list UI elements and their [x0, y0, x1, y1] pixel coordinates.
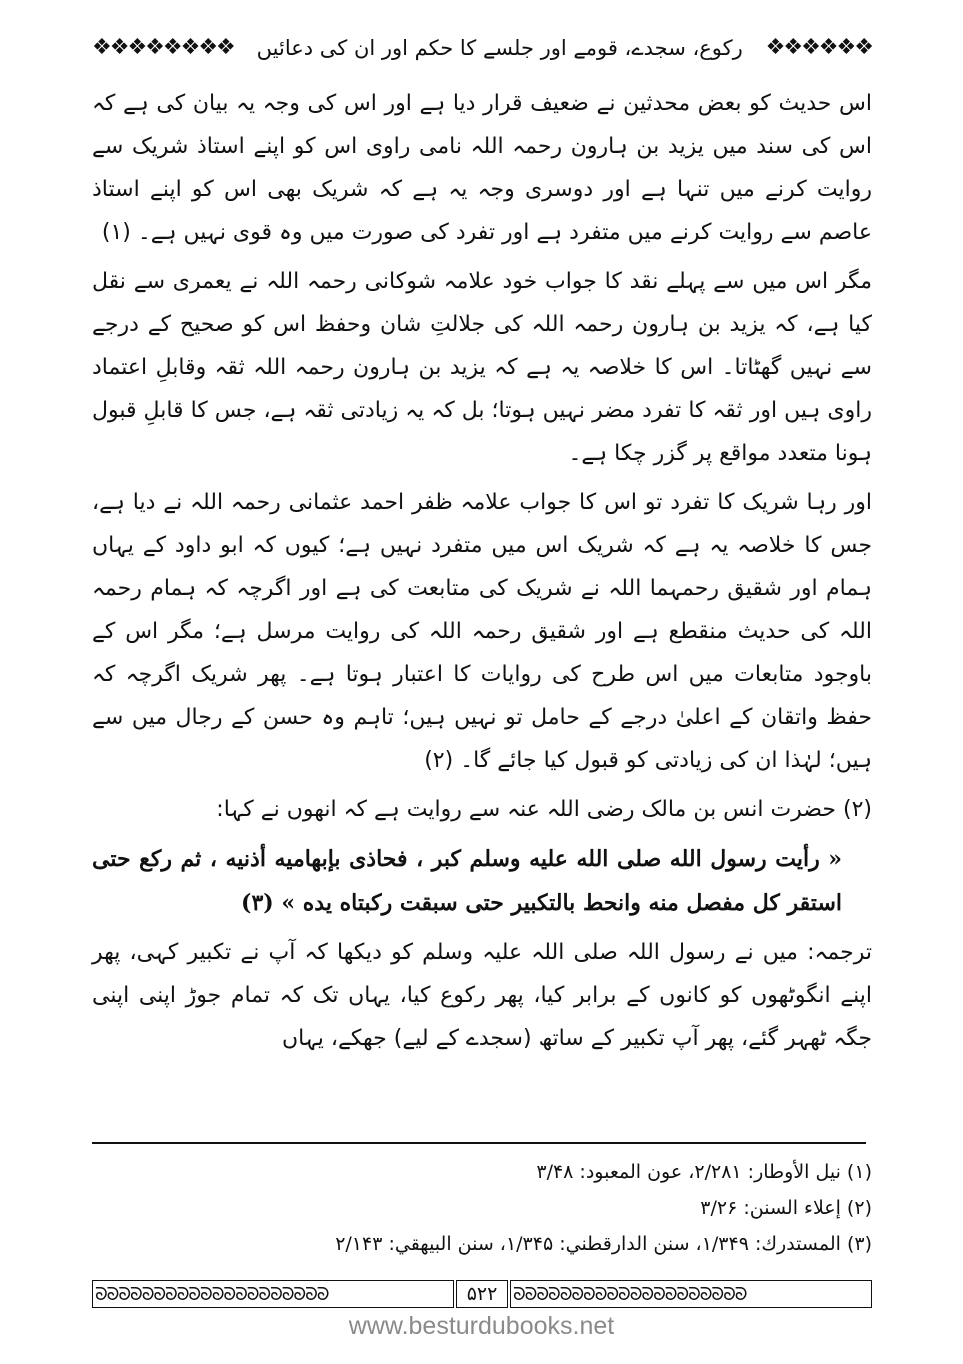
- footer-border-left: [92, 1280, 454, 1308]
- paragraph-2: مگر اس میں سے پہلے نقد کا جواب خود علامہ شوکانی رحمہ اللہ نے یعمری سے نقل کیا ہے، کہ یزید بن ہارون رحمہ اللہ کی جلالتِ شان وحفظ اس کو صحیح کے درجے سے نہیں گھٹاتا۔ اس کا خلاصہ یہ ہے کہ یزید بن ہارون رحمہ اللہ ثقہ وقابلِ اعتماد راوی ہیں اور ثقہ کا تفرد مضر نہیں ہوتا؛ بل کہ یہ زیادتی ثقہ ہے، جس کا قابلِ قبول ہونا متعدد مواقع پر گزر چکا ہے۔: [92, 269, 872, 466]
- page-number: ۵۲۲: [456, 1280, 508, 1308]
- website-watermark: www.besturdubooks.net: [348, 1312, 615, 1340]
- footnotes: [92, 1154, 872, 1262]
- running-header: [92, 28, 872, 68]
- header-title: رکوع، سجدے، قومے اور جلسے کا حکم اور ان کی دعائیں: [256, 36, 743, 60]
- paragraph-1: اس حدیث کو بعض محدثین نے ضعیف قرار دیا ہے اور اس کی وجہ یہ بیان کی ہے کہ اس کی سند میں یزید بن ہارون رحمہ اللہ نامی راوی اس کو اپنے استاذ شریک سے روایت کرنے میں تنہا ہے اور دوسری وجہ یہ ہے کہ شریک بھی اس کو اپنے استاذ عاصم سے روایت کرنے میں متفرد ہے اور تفرد کی صورت میں وہ قوی نہیں ہے۔ (۱): [92, 91, 872, 245]
- header-ornament-left: ❖❖❖❖❖❖❖❖: [92, 35, 234, 60]
- main-text: [92, 82, 872, 1060]
- paragraph-3: اور رہا شریک کا تفرد تو اس کا جواب علامہ ظفر احمد عثمانی رحمہ اللہ نے دیا ہے، جس کا خلاصہ یہ ہے کہ شریک اس میں متفرد نہیں ہے؛ کیوں کہ ابو داود کے یہاں ہمام اور شقیق رحمہما اللہ نے شریک کی متابعت کی ہے اور اگرچہ کہ ہمام رحمہ اللہ کی حدیث منقطع ہے اور شقیق رحمہ اللہ کی روایت مرسل ہے؛ مگر اس کے باوجود متابعات میں اس طرح کی روایات کا اعتبار ہوتا ہے۔ پھر شریک اگرچہ کہ حفظ واتقان کے اعلیٰ درجے کے حامل تو نہیں ہیں؛ تاہم وہ حسن کے رجال میں سے ہیں؛ لہٰذا ان کی زیادتی کو قبول کیا جائے گا۔ (۲): [92, 490, 873, 773]
- footer-pattern-right: ᘐᘐᘐᘐᘐᘐᘐᘐᘐᘐᘐᘐᘐᘐᘐᘐᘐᘐᘐᘐ: [513, 1283, 747, 1305]
- footer-border-right: [510, 1280, 872, 1308]
- page-footer: [92, 1279, 872, 1309]
- header-ornament-right: ❖❖❖❖❖❖: [765, 35, 872, 60]
- footer-pattern-left: ᘐᘐᘐᘐᘐᘐᘐᘐᘐᘐᘐᘐᘐᘐᘐᘐᘐᘐᘐᘐ: [95, 1283, 329, 1305]
- footnote-divider: [92, 1142, 866, 1144]
- arabic-hadith-quote: « رأيت رسول الله صلى الله عليه وسلم كبر ، فحاذى بإبهاميه أذنيه ، ثم ركع حتى استقر كل مفصل منه وانحط بالتكبير حتى سبقت ركبتاه يده » (۳): [92, 846, 842, 916]
- footnote-3: (۳) المستدرك: ۱/۳۴۹، سنن الدارقطني: ۱/۳۴۵، سنن البيهقي: ۲/۱۴۳: [335, 1233, 872, 1255]
- hadith-intro: (۲) حضرت انس بن مالک رضی اللہ عنہ سے روایت ہے کہ انھوں نے کہا:: [216, 797, 872, 822]
- footnote-2: (۲) إعلاء السنن: ۳/۲۶: [700, 1197, 872, 1219]
- translation-paragraph: ترجمہ: میں نے رسول اللہ صلی اللہ علیہ وسلم کو دیکھا کہ آپ نے تکبیر کہی، پھر اپنے انگوٹھوں کو کانوں کے برابر کیا، پھر رکوع کیا، یہاں تک کہ تمام جوڑ اپنی اپنی جگہ ٹھہر گئے، پھر آپ تکبیر کے ساتھ (سجدے کے لیے) جھکے، یہاں: [92, 940, 872, 1051]
- footnote-1: (۱) نيل الأوطار: ۲/۲۸۱، عون المعبود: ۳/۴۸: [536, 1161, 872, 1183]
